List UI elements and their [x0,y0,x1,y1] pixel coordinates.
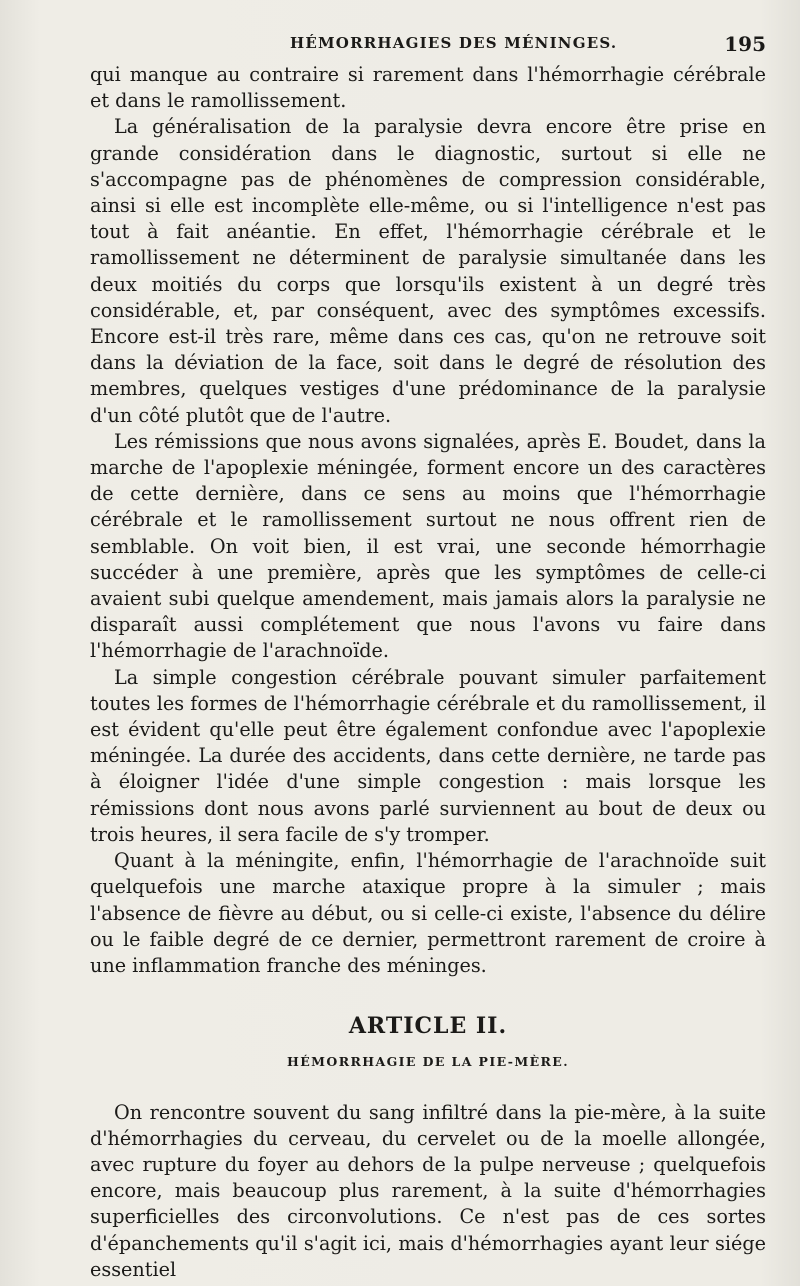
paragraph-meningite: Quant à la méningite, enfin, l'hémorrhagie de l'arachnoïde suit quelquefois une marche ataxique propre à la simuler ; mais l'absence de fièvre au début, ou si celle-ci existe, l'absence du délire ou le faible degré de ce dernier, permettront rarement de croire à une inflammation franche des méninges. [90,849,766,977]
article-heading: ARTICLE II. [348,1013,508,1040]
paragraph-continued: qui manque au contraire si rarement dans l'hémorrhagie cérébrale et dans le ramollissement. [90,63,766,113]
paragraph-congestion: La simple congestion cérébrale pouvant simuler parfaitement toutes les formes de l'hémorrhagie cérébrale et du ramollissement, il est évident qu'elle peut être également confondue avec l'apoplexie méningée. La durée des accidents, dans cette dernière, ne tarde pas à éloigner l'idée d'une simple congestion : mais lorsque les rémissions dont nous avons parlé surviennent au bout de deux ou trois heures, il sera facile de s'y tromper. [90,665,766,846]
page-number: 195 [724,32,766,56]
running-title: HÉMORRHAGIES DES MÉNINGES. [290,34,618,52]
paragraph-pie-mere: On rencontre souvent du sang infiltré dans la pie-mère, à la suite d'hémorrhagies du cerveau, du cervelet ou de la moelle allongée, avec rupture du foyer au dehors de la pulpe nerveuse ; quelquefois encore, mais beaucoup plus rarement, à la suite d'hémorrhagies superficielles des circonvolutions. Ce n'est pas de ces sortes d'épanchements qu'il s'agit ici, mais d'hémorrhagies ayant leur siége essentiel [90,1100,766,1281]
running-head [90,30,766,62]
body-text [90,62,766,1283]
paragraph-remissions: Les rémissions que nous avons signalées, après E. Boudet, dans la marche de l'apoplexie méningée, forment encore un des caractères de cette dernière, dans ce sens au moins que l'hémorrhagie cérébrale et le ramollissement surtout ne nous offrent rien de semblable. On voit bien, il est vrai, une seconde hémorrhagie succéder à une première, après que les symptômes de celle-ci avaient subi quelque amendement, mais jamais alors la paralysie ne disparaît aussi complétement que nous l'avons vu faire dans l'hémorrhagie de l'arachnoïde. [90,429,766,663]
paragraph-generalisation: La généralisation de la paralysie devra encore être prise en grande considération dans le diagnostic, surtout si elle ne s'accompagne pas de phénomènes de compression considérable, ainsi si elle est incomplète elle-même, ou si l'intelligence n'est pas tout à fait anéantie. En effet, l'hémorrhagie cérébrale et le ramollissement ne déterminent de paralysie simultanée dans les deux moitiés du corps que lorsqu'ils existent à un degré très considérable, et, par conséquent, avec des symptômes excessifs. Encore est-il très rare, même dans ces cas, qu'on ne retrouve soit dans la déviation de la face, soit dans le degré de résolution des membres, quelques vestiges d'une prédominance de la paralysie d'un côté plutôt que de l'autre. [90,115,766,427]
article-subheading: HÉMORRHAGIE DE LA PIE-MÈRE. [287,1054,569,1070]
